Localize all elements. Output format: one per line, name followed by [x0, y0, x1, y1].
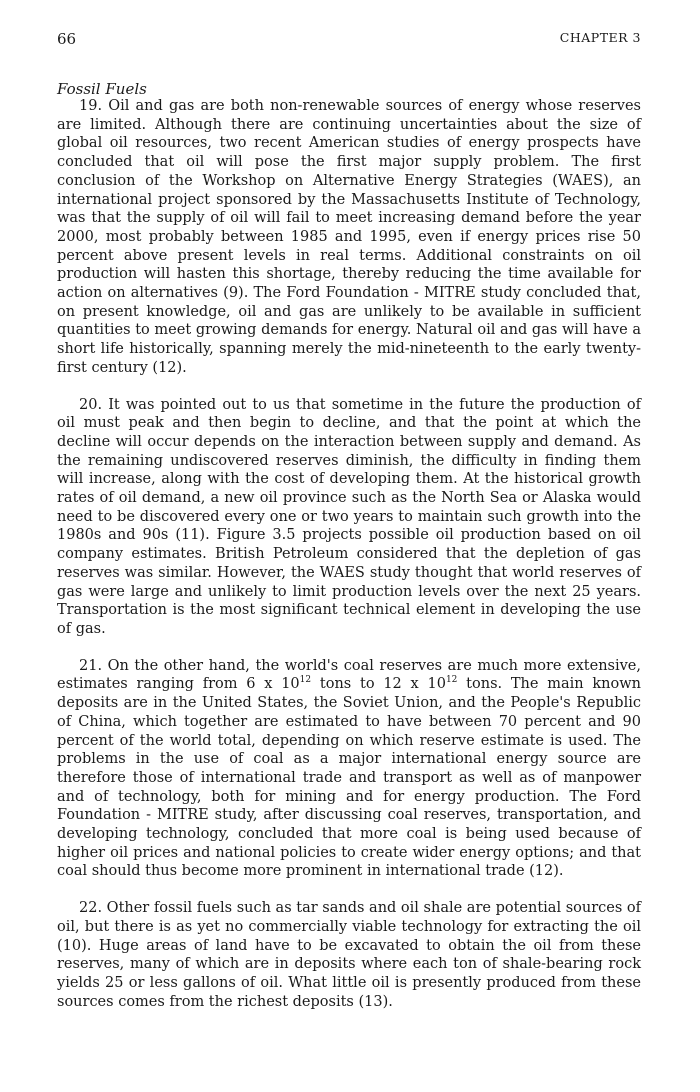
exponent: 12	[445, 675, 458, 686]
body-text	[57, 97, 641, 1011]
paragraph-21-text-b: tons to 12 x 10	[311, 676, 446, 693]
paragraph-20: 20. It was pointed out to us that sometime in the future the production of oil must peak and then begin to decline, and that the point at which the decline will occur depends on the interaction between supply and demand. As the remaining undiscovered reserves diminish, the difficulty in finding them will increase, along with the cost of developing them. At the historical growth rates of oil demand, a new oil province such as the North Sea or Alaska would need to be discovered every one or two years to maintain such growth into the 1980s and 90s (11). Figure 3.5 projects possible oil production based on oil company estimates. British Petroleum considered that the depletion of gas reserves was similar. However, the WAES study thought that world reserves of gas were large and unlikely to limit production levels over the next 25 years. Transportation is the most significant technical element in developing the use of gas.	[57, 396, 641, 637]
chapter-label: CHAPTER 3	[559, 30, 641, 45]
paragraph-21-text-a: 21. On the other hand, the world's coal reserves are much more extensive, estimates ranging from 6 x 10	[57, 657, 641, 693]
paragraph-22: 22. Other fossil fuels such as tar sands and oil shale are potential sources of oil, but there is as yet no commercially viable technology for extracting the oil (10). Huge areas of land have to be excavated to obtain the oil from these reserves, many of which are in deposits where each ton of shale-bearing rock yields 25 or less gallons of oil. What little oil is presently produced from these sources comes from the richest deposits (13).	[57, 900, 641, 1010]
document-page	[57, 0, 641, 1092]
running-header	[57, 30, 641, 52]
paragraph-21-text-c: tons. The main known deposits are in the United States, the Soviet Union, and the People's Republic of China, which together are estimated to have between 70 percent and 90 percent of the world total, depending on which reserve estimate is used. The problems in the use of coal as a major international energy source are therefore those of international trade and transport as well as of manpower and of technology, both for mining and for energy production. The Ford Foundation - MITRE study, after discussing coal reserves, transportation, and developing technology, concluded that more coal is being used because of higher oil prices and national policies to create wider energy options; and that coal should thus become more prominent in international trade (12).	[57, 676, 641, 880]
exponent: 12	[299, 675, 312, 686]
section-title: Fossil Fuels	[57, 80, 147, 98]
paragraph-19: 19. Oil and gas are both non-renewable sources of energy whose reserves are limited. Although there are continuing uncertainties about the size of global oil resources, two recent American studies of energy prospects have concluded that oil will pose the first major supply problem. The first conclusion of the Workshop on Alternative Energy Strategies (WAES), an international project sponsored by the Massachusetts Institute of Technology, was that the supply of oil will fail to meet increasing demand before the year 2000, most probably between 1985 and 1995, even if energy prices rise 50 percent above present levels in real terms. Additional constraints on oil production will hasten this shortage, thereby reducing the time available for action on alternatives (9). The Ford Foundation - MITRE study concluded that, on present knowledge, oil and gas are unlikely to be available in sufficient quantities to meet growing demands for energy. Natural oil and gas will have a short life historically, spanning merely the mid-nineteenth to the early twenty-first century (12).	[57, 98, 641, 376]
page-number: 66	[57, 30, 77, 48]
paragraph-21	[57, 657, 641, 881]
